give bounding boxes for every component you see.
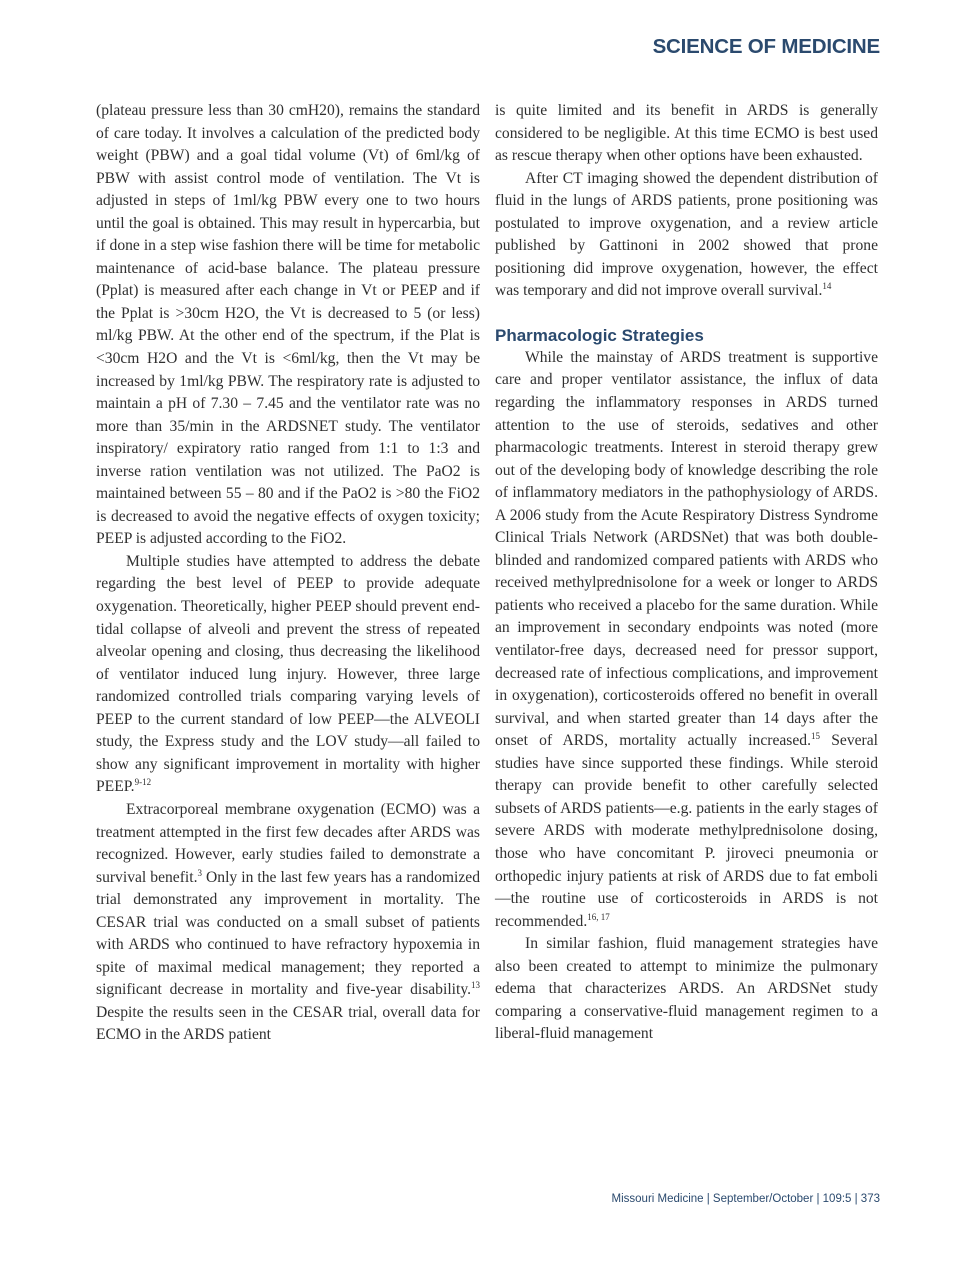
- paragraph-text: In similar fashion, fluid management strategies have also been created to attempt to minimize the pulmonary edema that characterizes ARDS. An ARDSNet study comparing a conservative-fluid management regimen to a liberal-fluid management: [495, 935, 878, 1043]
- paragraph-text: Several studies have since supported these findings. While steroid therapy can provide benefit to other carefully selected subsets of ARDS patients—e.g. patients in the early stages of severe ARDS with moderate methylprednisolone dosing, those who have concomitant P. jiroveci pneumonia or orthopedic injury patients at risk of ARDS due to fat emboli—the routine use of corticosteroids in ARDS is not recommended.: [495, 732, 878, 930]
- paragraph-peep-studies: [96, 551, 480, 799]
- paragraph-text: Multiple studies have attempted to address the debate regarding the best level of PEEP to provide adequate oxygenation. Theoretically, higher PEEP should prevent end-tidal collapse of alveoli and prevent the stress of repeated alveolar opening and closing, thus decreasing the likelihood of ventilator induced lung injury. However, three large randomized controlled trials comparing varying levels of PEEP to the current standard of low PEEP—the ALVEOLI study, the Express study and the LOV study—all failed to show any significant improvement in mortality with higher PEEP.: [96, 552, 480, 796]
- citation-ref: 14: [822, 281, 832, 292]
- paragraph-text: Extracorporeal membrane oxygenation (ECMO) was a treatment attempted in the first few decades after ARDS was recognized. However, early studies failed to demonstrate a survival benefit.: [96, 800, 480, 886]
- paragraph-ecmo-continued: [495, 100, 878, 168]
- paragraph-prone-positioning: [495, 168, 878, 303]
- citation-ref: 9-12: [134, 777, 152, 788]
- citation-ref: 3: [197, 867, 202, 878]
- paragraph-text: (plateau pressure less than 30 cmH20), remains the standard of care today. It involves a calculation of the predicted body weight (PBW) and a goal tidal volume (Vt) of 6ml/kg of PBW with assist control mode of ventilation. The Vt is adjusted in steps of 1ml/kg PBW every one to two hours until the goal is obtained. This may result in hypercarbia, but if done in a step wise fashion there will be time for metabolic maintenance of acid-base balance. The plateau pressure (Pplat) is measured after each change in Vt or PEEP and if the Pplat is >30cm H2O, the Vt is decreased to 5 (or less) ml/kg PBW. At the other end of the spectrum, if the Plat is <30cm H2O and the Vt is <6ml/kg, then the Vt may be increased by 1ml/kg PBW. The respiratory rate is adjusted to maintain a pH of 7.30 – 7.45 and the ventilator rate was no more than 35/min in the ARDSNET study. The ventilator inspiratory/ expiratory ratio ranged from 1:1 to 1:3 and inverse ration ventilation was not utilized. The PaO2 is maintained between 55 – 80 and if the PaO2 is >80 the FiO2 is decreased to avoid the negative effects of oxygen toxicity; PEEP is adjusted according to the FiO2.: [96, 102, 480, 548]
- paragraph-text: Only in the last few years has a randomized trial demonstrated any improvement in mortality. The CESAR trial was conducted on a small subset of patients with ARDS who continued to have refractory hypoxemia in spite of maximal medical management; they reported a significant decrease in mortality and five-year disability.: [96, 868, 480, 999]
- citation-ref: 16, 17: [587, 911, 610, 922]
- paragraph-text: is quite limited and its benefit in ARDS is generally considered to be negligible. At this time ECMO is best used as rescue therapy when other options have been exhausted.: [495, 102, 878, 165]
- paragraph-text: After CT imaging showed the dependent distribution of fluid in the lungs of ARDS patients, prone positioning was postulated to improve oxygenation, and a review article published by Gattinoni in 2002 showed that prone positioning did improve oxygenation, however, the effect was temporary and did not improve overall survival.: [495, 169, 878, 300]
- paragraph-fluid-management: [495, 933, 878, 1046]
- paragraph-text: Despite the results seen in the CESAR trial, overall data for ECMO in the ARDS patient: [96, 1003, 480, 1044]
- citation-ref: 13: [471, 980, 480, 991]
- section-header: SCIENCE OF MEDICINE: [652, 35, 880, 58]
- paragraph-ventilation-protocol: [96, 100, 480, 551]
- paragraph-ecmo: [96, 799, 480, 1047]
- subheading-pharmacologic-strategies: Pharmacologic Strategies: [495, 325, 704, 345]
- citation-ref: 15: [811, 731, 820, 742]
- left-column: [96, 100, 480, 1047]
- paragraph-steroids: [495, 347, 878, 933]
- paragraph-text: While the mainstay of ARDS treatment is supportive care and proper ventilator assistance, the influx of data regarding the inflammatory responses in ARDS turned attention to the use of steroids, sedatives and other pharmacologic treatments. Interest in steroid therapy grew out of the developing body of knowledge describing the role of inflammatory mediators in the pathophysiology of ARDS. A 2006 study from the Acute Respiratory Distress Syndrome Clinical Trials Network (ARDSNet) that was both double-blinded and randomized compared patients with ARDS who received methylprednisolone for a week or longer to ARDS patients who received a placebo for the same duration. While an improvement in secondary endpoints was noted (more ventilator-free days, decreased need for pressor support, decreased rate of infectious complications, and improvement in oxygenation), corticosteroids offered no benefit in overall survival, and when started greater than 14 days after the onset of ARDS, mortality actually increased.: [495, 348, 878, 750]
- page-footer: Missouri Medicine | September/October | 109:5 | 373: [611, 1193, 880, 1205]
- right-column: [495, 100, 878, 1046]
